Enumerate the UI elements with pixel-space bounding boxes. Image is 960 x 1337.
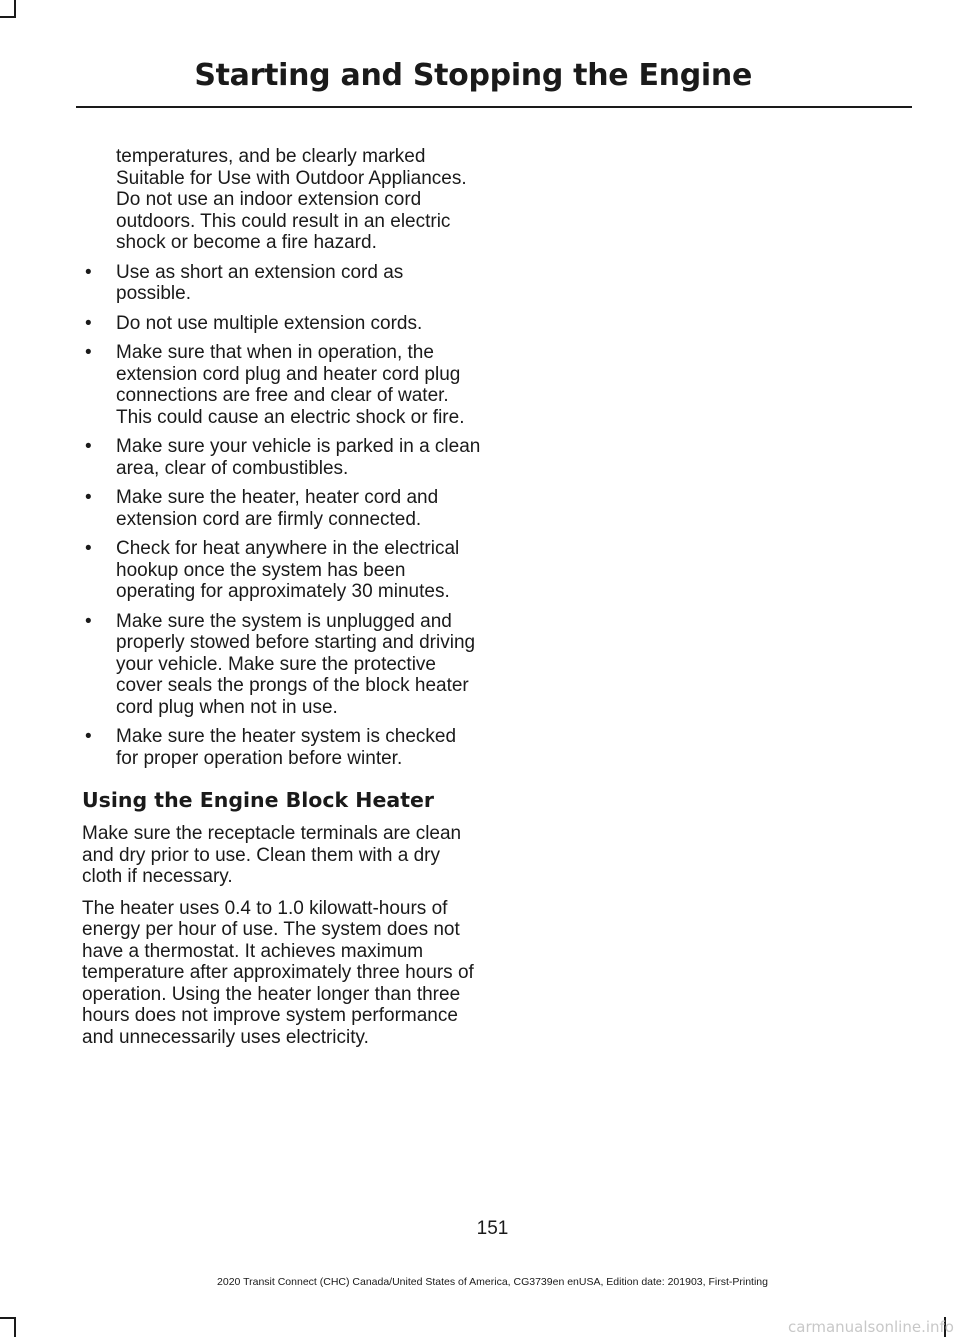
crop-mark-top-left-horizontal — [0, 16, 16, 18]
list-item: • Check for heat anywhere in the electrical hookup once the system has been operating for approximately 30 minutes. — [85, 538, 460, 602]
crop-mark-bottom-left-horizontal — [0, 1317, 16, 1319]
list-item: • Make sure that when in operation, the extension cord plug and heater cord plug connections are free and clear of water. This could cause an electric shock or fire. — [85, 342, 465, 428]
body-paragraph: The heater uses 0.4 to 1.0 kilowatt-hours of energy per hour of use. The system does not have a thermostat. It achieves maximum temperature after approximately three hours of operation. Using the heater longer than three hours does not improve system performance and unnecessarily uses electricity. — [82, 897, 474, 1048]
list-item: • Do not use multiple extension cords. — [85, 312, 423, 334]
edition-footer: 2020 Transit Connect (CHC) Canada/United States of America, CG3739en enUSA, Edition date: 201903, First-Printing — [217, 1276, 768, 1288]
page-header-title: Starting and Stopping the Engine — [194, 58, 752, 93]
main-column — [82, 146, 482, 1058]
page-number: 151 — [476, 1218, 509, 1239]
bullet-icon: • — [85, 261, 92, 283]
bullet-icon: • — [85, 312, 92, 334]
crop-mark-bottom-left — [14, 1317, 16, 1337]
bullet-icon: • — [85, 538, 92, 559]
precaution-list — [82, 262, 482, 770]
bullet-icon: • — [85, 726, 92, 747]
bullet-icon: • — [85, 610, 92, 632]
list-item: • Make sure the system is unplugged and properly stowed before starting and driving your vehicle. Make sure the protective cover seals the prongs of the block heater cord plug when not in use. — [85, 610, 476, 718]
list-item: • Make sure the heater, heater cord and extension cord are firmly connected. — [85, 487, 439, 530]
list-item: • Use as short an extension cord as possible. — [85, 261, 404, 304]
bullet-icon: • — [85, 436, 92, 457]
continued-bullet-text: temperatures, and be clearly marked Suitable for Use with Outdoor Appliances. Do not use an indoor extension cord outdoors. This could result in an electric shock or become a fire hazard. — [116, 146, 467, 253]
section-heading: Using the Engine Block Heater — [82, 788, 435, 812]
list-item: • Make sure your vehicle is parked in a clean area, clear of combustibles. — [85, 436, 481, 479]
list-item: • Make sure the heater system is checked for proper operation before winter. — [85, 726, 457, 769]
body-paragraph: Make sure the receptacle terminals are clean and dry prior to use. Clean them with a dry cloth if necessary. — [82, 823, 462, 887]
bullet-icon: • — [85, 342, 92, 363]
bullet-icon: • — [85, 487, 92, 508]
header-divider — [76, 106, 912, 108]
watermark[interactable]: carmanualsonline.info — [788, 1318, 954, 1336]
